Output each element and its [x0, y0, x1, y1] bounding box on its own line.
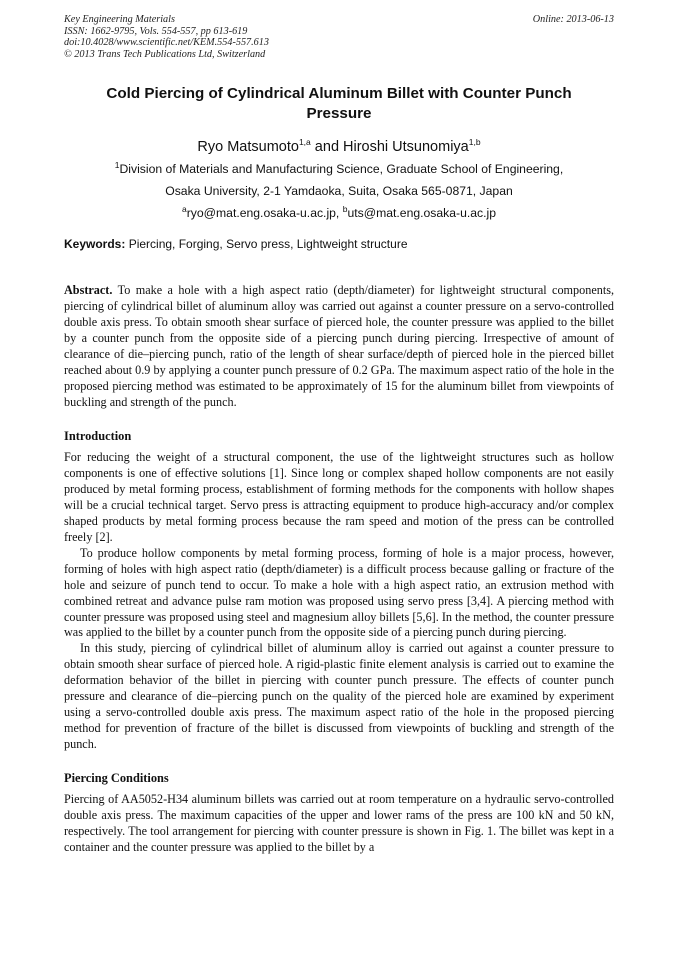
- online-date: Online: 2013-06-13: [532, 14, 614, 25]
- abstract-paragraph: [64, 283, 614, 411]
- author-name: Ryo Matsumoto: [197, 139, 299, 156]
- author-affiliation-mark: 1,a: [298, 137, 311, 148]
- copyright-line: © 2013 Trans Tech Publications Ltd, Switzerland: [64, 48, 266, 60]
- keywords-label: Keywords:: [64, 237, 126, 252]
- email-line: [64, 202, 614, 224]
- abstract-text: To make a hole with a high aspect ratio (depth/diameter) for lightweight structural components, piercing of cylindrical billet of aluminum alloy was carried out against a counter pressure on a servo-controlled double axis press. To obtain smooth shear surface of pierced hole, the counter pressure was applied to the billet by a counter punch from the opposite side of a piercing punch during piercing. Irrespective of amount of clearance of die–piercing punch, ratio of the length of shear surface/depth of pierced hole in the pierced billet reached about 0.9 by applying a counter punch pressure of 0.2 GPa. The maximum aspect ratio of the hole in the proposed piercing method was estimated to be approximately of 15 for the aluminum billet from viewpoints of buckling and strength of the punch.: [64, 283, 614, 410]
- email-address: ryo@mat.eng.osaka-u.ac.jp,: [186, 206, 343, 221]
- email-mark: b: [342, 204, 348, 215]
- affiliation-line: $^1$Division of Materials and Manufacturing Science, Graduate School of Engineering,: [114, 160, 564, 177]
- body-paragraph: Piercing of AA5052-H34 aluminum billets was carried out at room temperature on a hydraulic servo-controlled double axis press. The maximum capacities of the upper and lower rams of the press are 100 kN and 50 kN, respectively. The tool arrangement for piercing with counter pressure is shown in Fig. 1. The billet was kept in a container and the counter pressure was applied to the billet by a: [64, 792, 614, 854]
- author-conjunction: and: [310, 139, 344, 156]
- author-list: [64, 138, 614, 156]
- body-paragraph: In this study, piercing of cylindrical billet of aluminum alloy is carried out against a counter pressure to obtain smooth shear surface of pierced hole. A rigid-plastic finite element analysis is carried out to examine the deformation behavior of the billet in piercing with counter punch pressure. The effects of counter punch pressure and clearance of die–piercing punch on the quality of the pierced hole are examined by experiment using a servo-controlled double axis press. The maximum aspect ratio of the hole in the proposed piercing method for prevention of fracture of the billet is discussed from viewpoints of buckling and strength of the punch.: [64, 641, 614, 752]
- email-address: uts@mat.eng.osaka-u.ac.jp: [347, 206, 496, 221]
- doi-line: doi:10.4028/www.scientific.net/KEM.554-557.613: [64, 37, 269, 49]
- body-paragraph: To produce hollow components by metal forming process, forming of hole is a major process, however, forming of holes with high aspect ratio (depth/diameter) is a difficult process because galling or fracture of the hole and seizure of punch tend to occur. To make a hole with a high aspect ratio, an extrusion method with combined retreat and advance pulse ram motion was proposed using servo press [3,4]. A piercing method with counter pressure was proposed using steel and magnesium alloy billets [5,6]. In the method, the counter pressure was applied to the billet by a counter punch from the opposite side of a piercing punch during piercing.: [64, 545, 614, 640]
- issn-line: ISSN: 1662-9795, Vols. 554-557, pp 613-619: [64, 25, 248, 37]
- paper-title: Cold Piercing of Cylindrical Aluminum Billet with Counter Punch Pressure: [106, 85, 572, 123]
- affiliation-block: [64, 158, 614, 224]
- affiliation-line: Osaka University, 2-1 Yamdaoka, Suita, Osaka 565-0871, Japan: [165, 184, 513, 199]
- section-heading-piercing-conditions: Piercing Conditions: [64, 771, 169, 786]
- affiliation-mark: 1: [114, 160, 120, 171]
- journal-name: Key Engineering Materials: [64, 14, 175, 25]
- keywords-line: [64, 236, 614, 252]
- abstract-label: Abstract.: [64, 283, 113, 298]
- author-affiliation-mark: 1,b: [468, 137, 481, 148]
- keywords-text: Piercing, Forging, Servo press, Lightweight structure: [125, 237, 408, 252]
- body-paragraph: For reducing the weight of a structural component, the use of the lightweight structures such as hollow components is one of effective solutions [1]. Since long or complex shaped hollow components are not easily produced by metal forming process, establishment of forming methods for the components with hollow shapes will be a crucial technical target. Servo press is attracting equipment to produce high-accuracy and/or complex shaped products by metal forming process because the ram speed and motion of the press can be controlled freely [2].: [64, 450, 614, 544]
- email-mark: a: [181, 204, 187, 215]
- section-heading-introduction: Introduction: [64, 429, 132, 443]
- journal-header: [64, 14, 614, 60]
- author-name: Hiroshi Utsunomiya: [343, 139, 469, 156]
